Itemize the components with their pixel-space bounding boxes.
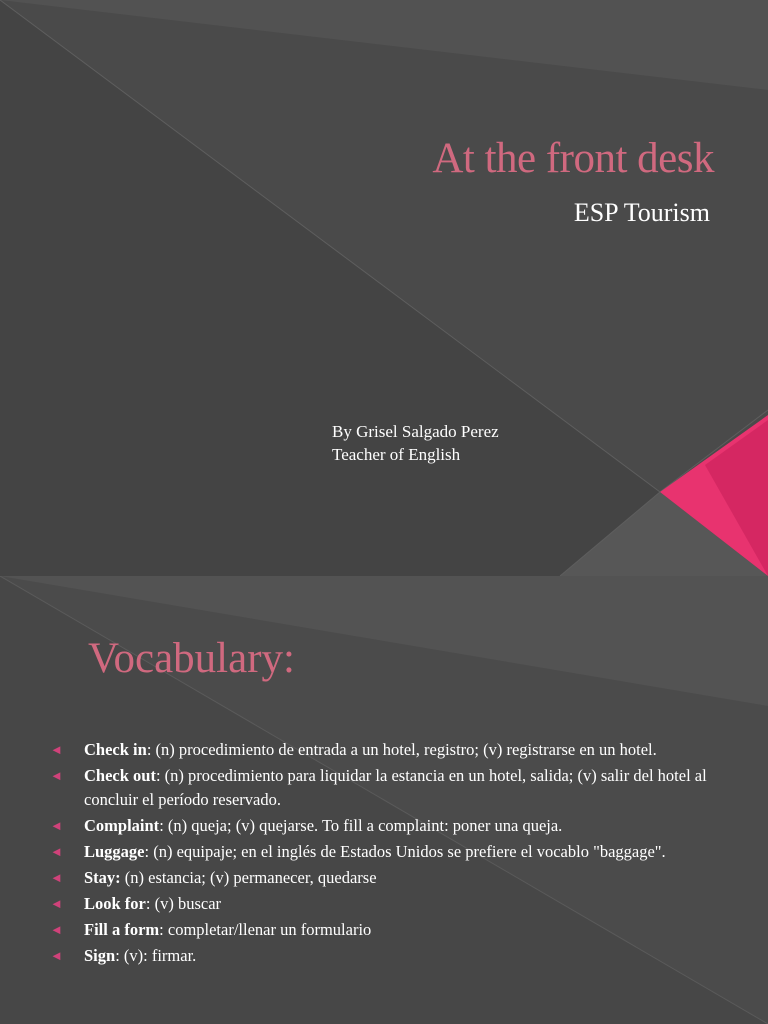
vocab-term: Luggage [84,842,145,861]
bullet-icon: ◄ [50,896,63,911]
list-item [50,764,740,812]
vocab-definition: (n) estancia; (v) permanecer, quedarse [120,868,377,887]
bullet-icon: ◄ [50,948,63,963]
vocab-term: Sign [84,946,116,965]
author-role: Teacher of English [332,445,461,464]
vocab-definition: : (v): firmar. [115,946,197,965]
vocab-term: Complaint [84,816,160,835]
list-item [50,840,740,864]
bullet-icon: ◄ [50,742,63,757]
vocab-term: Check out [84,766,156,785]
bullet-icon: ◄ [50,818,63,833]
vocab-definition: : completar/llenar un formulario [159,920,372,939]
bullet-icon: ◄ [50,768,63,783]
vocab-definition: : (n) queja; (v) quejarse. To fill a complaint: poner una queja. [159,816,563,835]
vocab-definition: : (v) buscar [145,894,222,913]
list-item [50,892,740,916]
vocab-term: Check in [84,740,147,759]
slide-title: At the front desk [432,135,714,182]
vocab-definition: : (n) procedimiento para liquidar la estancia en un hotel, salida; (v) salir del hotel al concluir el período reservado. [84,766,707,809]
bullet-icon: ◄ [50,870,63,885]
bullet-icon: ◄ [50,922,63,937]
list-item [50,918,740,942]
slide-subtitle: ESP Tourism [573,198,710,227]
list-item [50,944,740,968]
vocabulary-slide [0,576,768,1024]
vocabulary-list [50,738,740,970]
author-name: By Grisel Salgado Perez [332,422,499,441]
vocab-definition: : (n) procedimiento de entrada a un hotel, registro; (v) registrarse en un hotel. [146,740,657,759]
list-item [50,738,740,762]
list-item [50,866,740,890]
vocab-term: Stay: [84,868,121,887]
bullet-icon: ◄ [50,844,63,859]
list-item [50,814,740,838]
vocab-definition: : (n) equipaje; en el inglés de Estados Unidos se prefiere el vocablo "baggage". [144,842,666,861]
slide-title: Vocabulary: [88,635,295,682]
vocab-term: Fill a form [84,920,160,939]
author-info [332,420,499,466]
vocab-term: Look for [84,894,146,913]
